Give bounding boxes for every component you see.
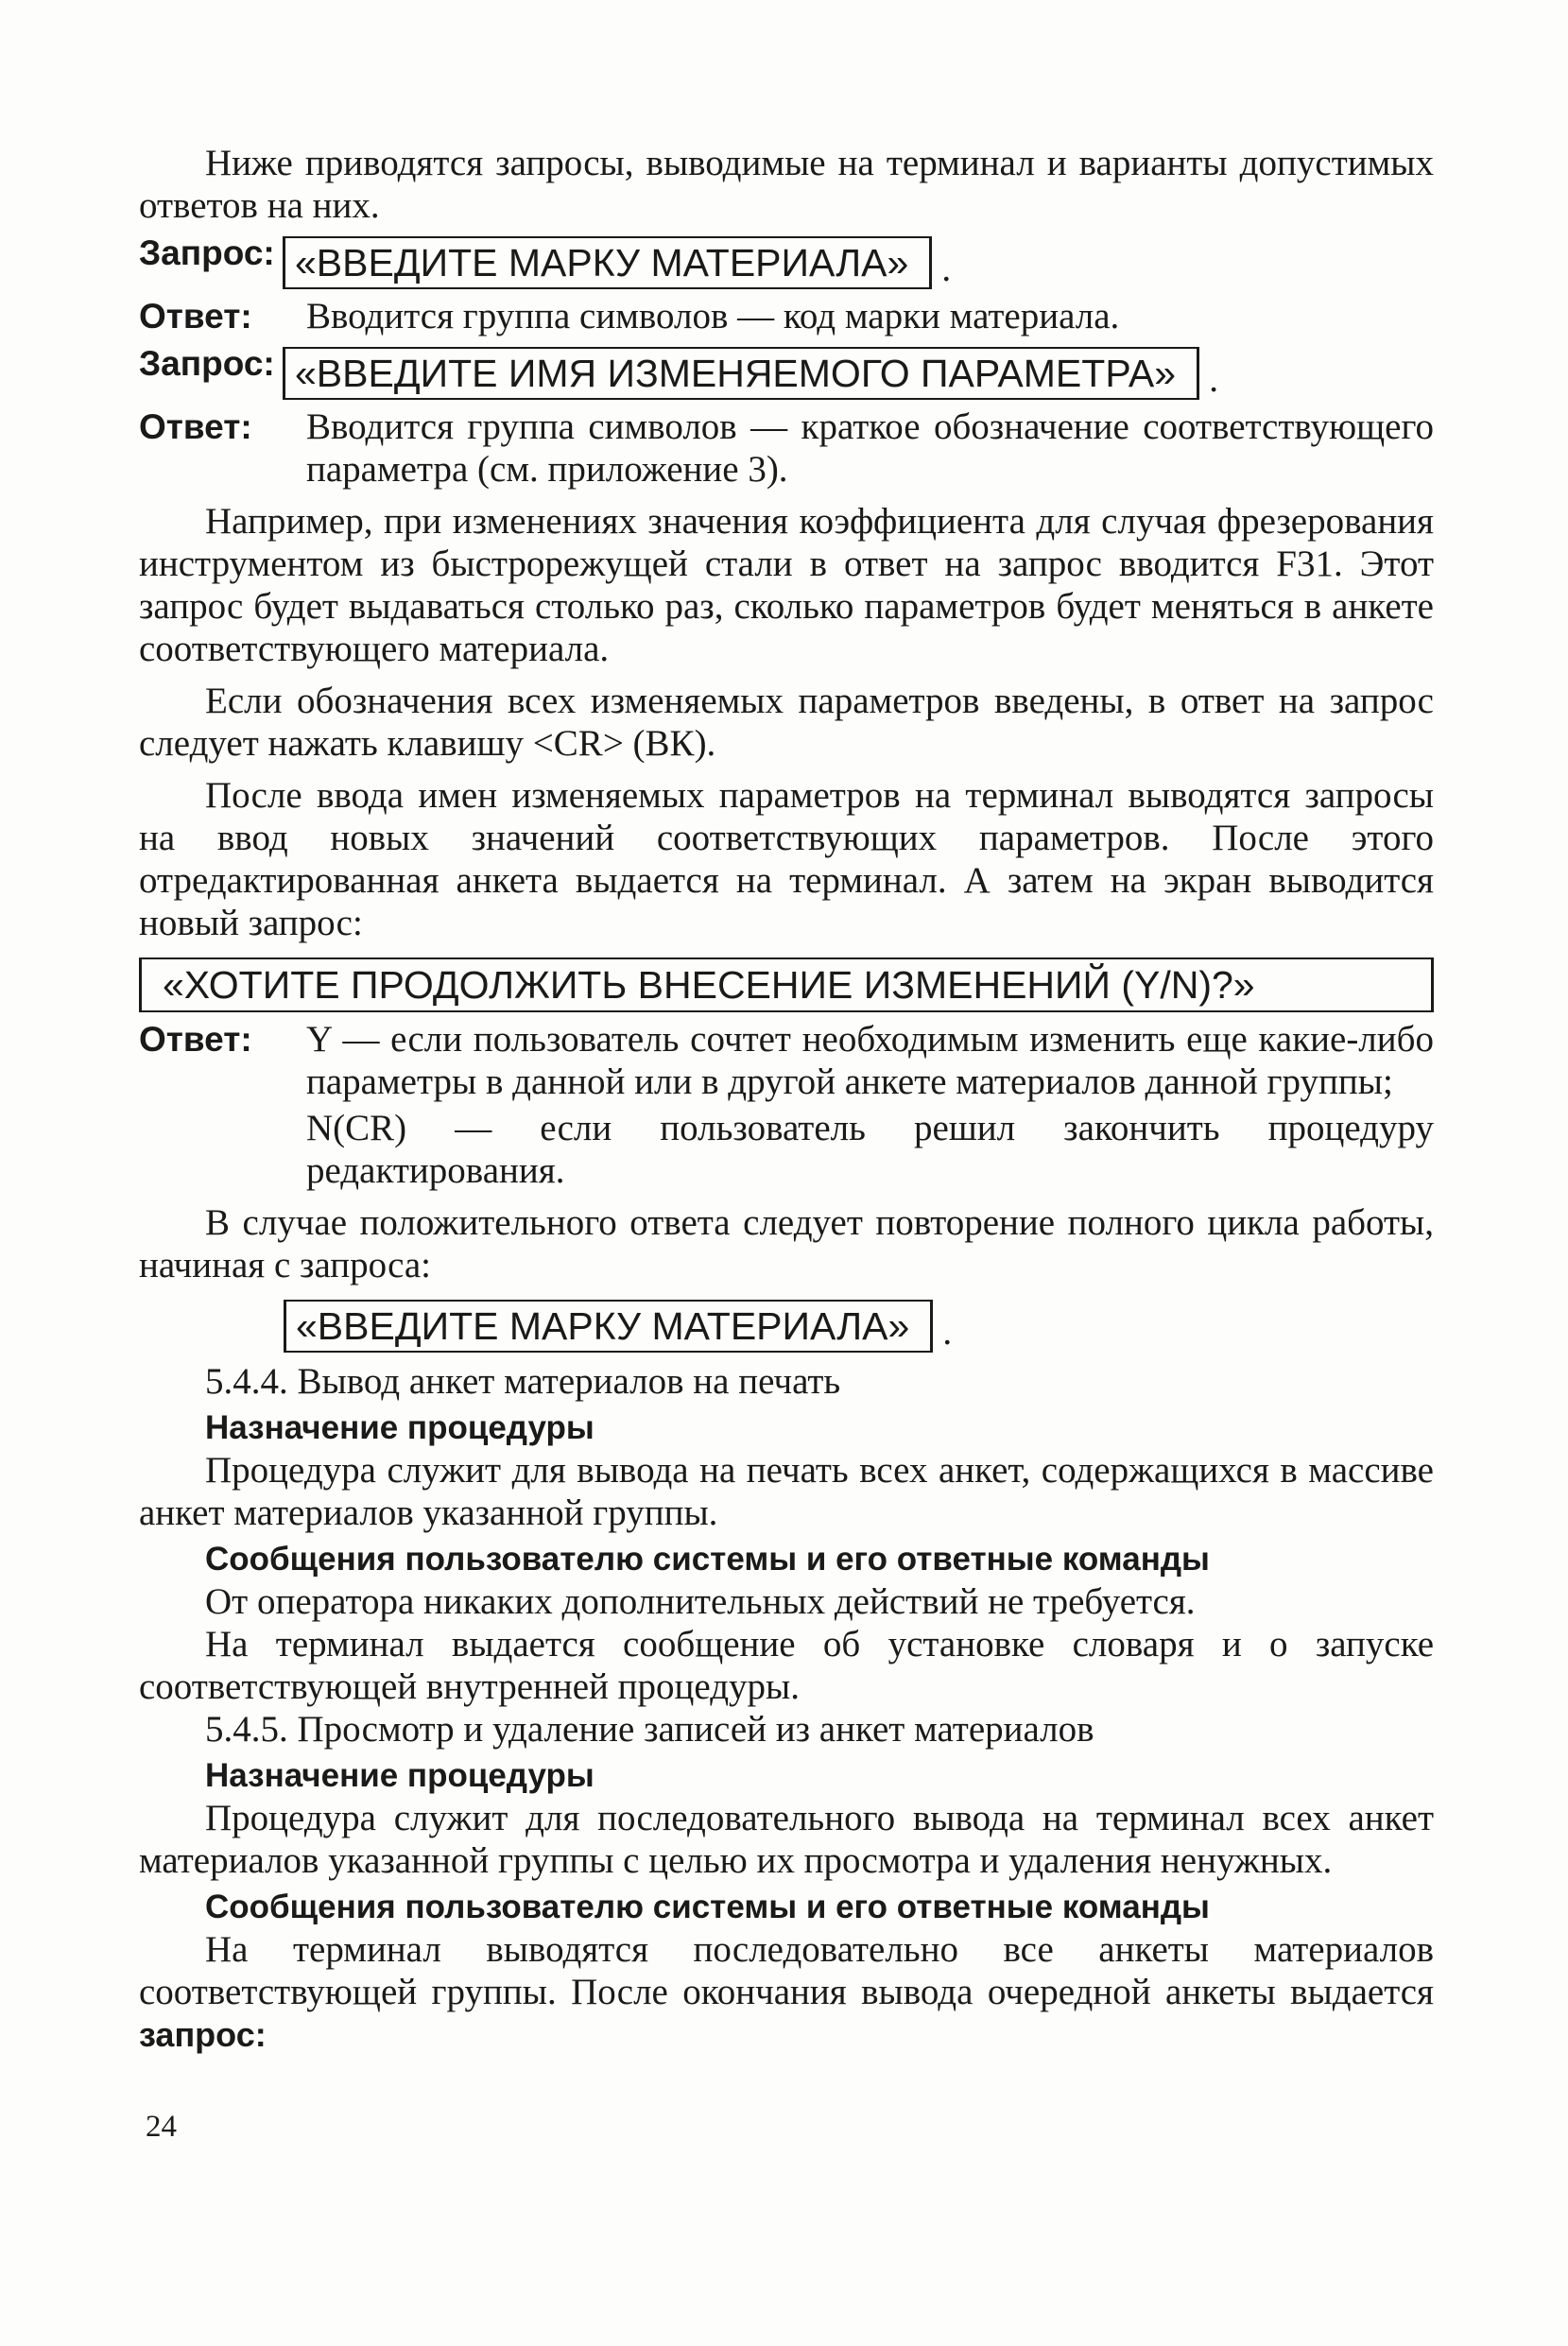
- query-label: Запрос:: [139, 233, 275, 272]
- answer-label: Ответ:: [139, 297, 252, 336]
- query-2: Запрос: «ВВЕДИТЕ ИМЯ ИЗМЕНЯЕМОГО ПАРАМЕТРА» .: [139, 344, 1219, 400]
- messages-heading: Сообщения пользователю системы и его ответные команды: [205, 1541, 1210, 1578]
- paragraph-example: Например, при изменениях значения коэффициента для случая фрезерования инструментом из быстрорежущей стали в ответ на запрос вводится F31. Этот запрос будет выдаваться столько раз, сколько параметров будет меняться в анкете соответствующего материала.: [139, 501, 1434, 669]
- query-4: «ВВЕДИТЕ МАРКУ МАТЕРИАЛА» .: [284, 1300, 1434, 1353]
- answer-2: [139, 405, 1434, 491]
- answer-3: [139, 1018, 1434, 1192]
- messages-text: На терминал выводятся последовательно все анкеты материалов соответствующей группы. После окончания вывода очередной анкеты выдается запрос:: [139, 1929, 1434, 2054]
- query-label: Запрос:: [139, 344, 275, 383]
- query-box: «ВВЕДИТЕ ИМЯ ИЗМЕНЯЕМОГО ПАРАМЕТРА»: [283, 347, 1199, 400]
- answer-text: Вводится группа символов — код марки материала.: [306, 296, 1120, 336]
- query-box: «ВВЕДИТЕ МАРКУ МАТЕРИАЛА»: [284, 1300, 933, 1353]
- purpose-heading: Назначение процедуры: [205, 1757, 594, 1794]
- answer-label: Ответ:: [139, 407, 252, 446]
- section-title-544: 5.4.4. Вывод анкет материалов на печать: [205, 1361, 841, 1402]
- messages-text-2: На терминал выдается сообщение об установке словаря и о запуске соответствующей внутренней процедуры.: [139, 1624, 1434, 1707]
- answer-text: Вводится группа символов — краткое обозначение соответствующего параметра (см. приложение 3).: [306, 406, 1434, 490]
- page-content: [139, 142, 1434, 2056]
- query-1: Запрос: «ВВЕДИТЕ МАРКУ МАТЕРИАЛА» .: [139, 233, 952, 289]
- page-number: 24: [146, 2110, 177, 2144]
- intro-paragraph: Ниже приводятся запросы, выводимые на терминал и варианты допустимых ответов на них.: [139, 143, 1434, 226]
- paragraph-positive: В случае положительного ответа следует повторение полного цикла работы, начиная с запроса:: [139, 1202, 1434, 1285]
- section-title-545: 5.4.5. Просмотр и удаление записей из анкет материалов: [205, 1709, 1094, 1750]
- query-word: запрос:: [139, 2015, 267, 2054]
- paragraph-after-input: После ввода имен изменяемых параметров на терминал выводятся запросы на ввод новых значений соответствующих параметров. После этого отредактированная анкета выдается на терминал. А затем на экран выводится новый запрос:: [139, 775, 1434, 943]
- query-continue-box: «ХОТИТЕ ПРОДОЛЖИТЬ ВНЕСЕНИЕ ИЗМЕНЕНИЙ (Y/N)?»: [139, 957, 1434, 1012]
- answer-1: [139, 295, 1434, 337]
- purpose-text: Процедура служит для вывода на печать всех анкет, содержащихся в массиве анкет материалов указанной группы.: [139, 1450, 1434, 1533]
- answer-yes: Y — если пользователь сочтет необходимым изменить еще какие-либо параметры в данной или в другой анкете материалов данной группы;: [306, 1019, 1434, 1102]
- purpose-text: Процедура служит для последовательного вывода на терминал всех анкет материалов указанной группы с целью их просмотра и удаления ненужных.: [139, 1798, 1434, 1881]
- messages-heading: Сообщения пользователю системы и его ответные команды: [205, 1889, 1210, 1925]
- paragraph-cr: Если обозначения всех изменяемых параметров введены, в ответ на запрос следует нажать клавишу <CR> (ВК).: [139, 681, 1434, 764]
- messages-text-1: От оператора никаких дополнительных действий не требуется.: [205, 1581, 1196, 1622]
- query-box: «ВВЕДИТЕ МАРКУ МАТЕРИАЛА»: [283, 236, 932, 289]
- purpose-heading: Назначение процедуры: [205, 1409, 594, 1446]
- answer-no: N(CR) — если пользователь решил закончить процедуру редактирования.: [306, 1108, 1434, 1191]
- answer-label: Ответ:: [139, 1020, 252, 1059]
